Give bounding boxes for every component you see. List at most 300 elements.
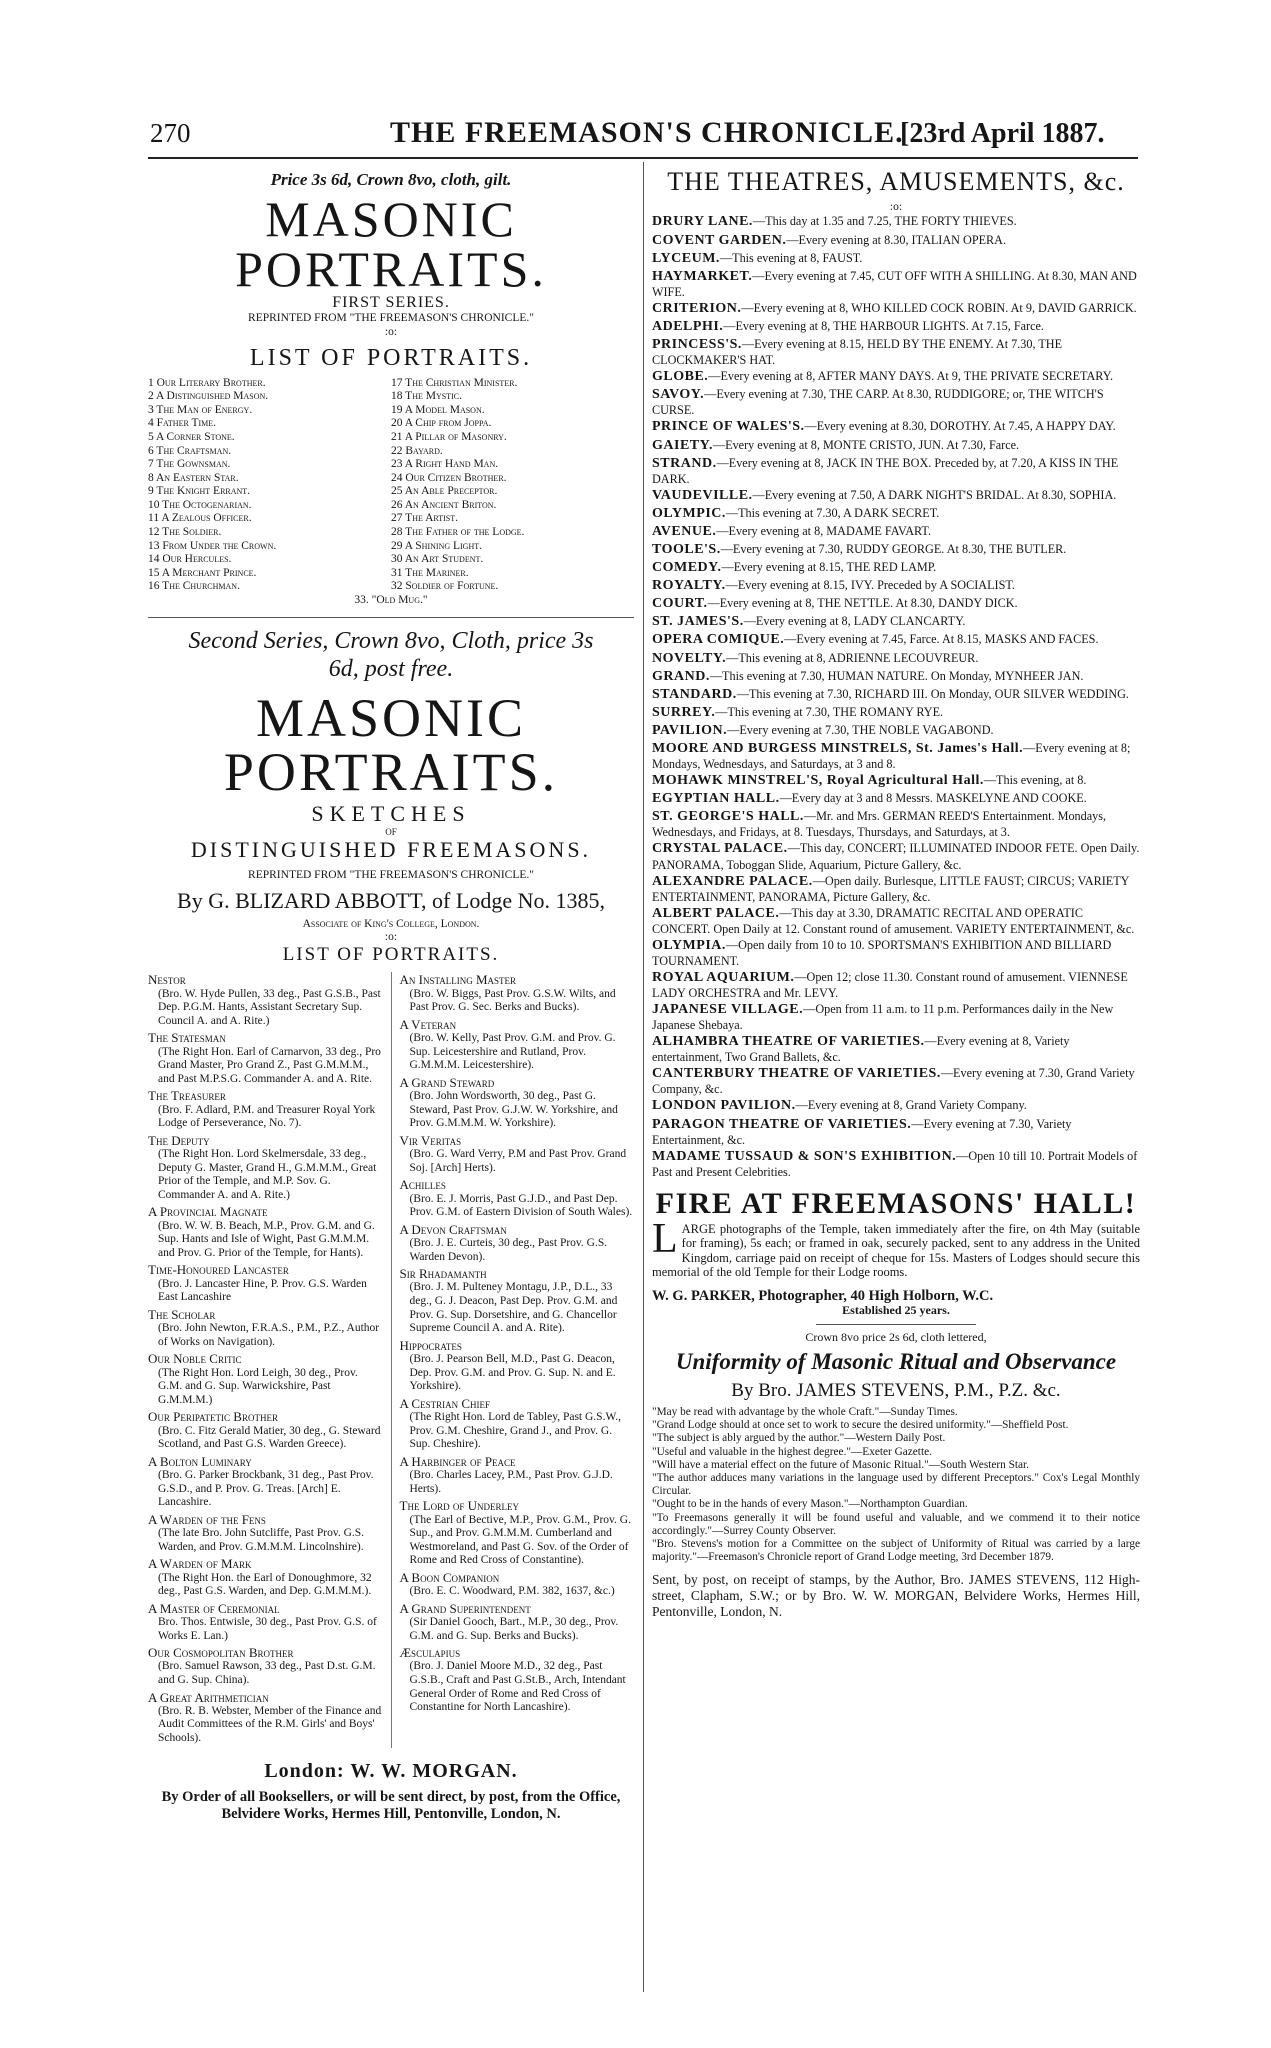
theatre-details: —Open from 11 a.m. to 11 p.m. Performances daily in the New Japanese Shebaya. (652, 1002, 1114, 1033)
theatre-listing (652, 214, 1140, 230)
theatre-name: MOORE AND BURGESS MINSTRELS, St. James's Hall. (652, 741, 1024, 757)
portrait-item: 9 The Knight Errant. (148, 485, 251, 498)
portrait-item: 20 A Chip from Joppa. (391, 417, 492, 430)
theatre-listing (652, 1066, 1140, 1096)
portrait-item: 23 A Right Hand Man. (391, 458, 499, 471)
theatre-name: SURREY. (652, 704, 716, 720)
theatre-name: ROYAL AQUARIUM. (652, 969, 795, 985)
portrait-entry (148, 1601, 383, 1643)
portrait-entry-title: Our Noble Critic (148, 1351, 242, 1367)
portrait-entry-title: A Harbinger of Peace (399, 1453, 516, 1469)
theatre-listing (652, 506, 1140, 522)
portrait-entry-detail: (Bro. W. Hyde Pullen, 33 deg., Past G.S.B., Past Dep. P.G.M. Hants, Assistant Secretary Sup. Council A. and A. Rite.) (158, 987, 381, 1027)
portrait-entry-title: Nestor (148, 972, 186, 988)
portrait-entry-title: The Treasurer (148, 1088, 226, 1104)
theatre-name: ST. GEORGE'S HALL. (652, 809, 804, 825)
portrait-entry (148, 1512, 383, 1554)
portrait-entry-detail: Bro. Thos. Entwisle, 30 deg., Past Prov. G.S. of Works E. Lan.) (158, 1615, 377, 1642)
portrait-entry-title: Time-Honoured Lancaster (148, 1262, 289, 1278)
portrait-entry-detail: (The Right Hon. Lord Skelmersdale, 33 deg., Deputy G. Master, Grand H., G.M.M.M., Great Prior of the Temple, and M.P. Sov. G. Commander A. and A. Rite.) (158, 1148, 377, 1201)
left-column (148, 170, 634, 1824)
portrait-entry-title: An Installing Master (399, 972, 517, 988)
author-line: By G. BLIZARD ABBOTT, of Lodge No. 1385, (177, 888, 605, 914)
portrait-entry (400, 1266, 635, 1336)
theatre-listing (652, 578, 1140, 594)
theatre-list (652, 214, 1140, 1178)
theatre-name: OLYMPIC. (652, 505, 726, 521)
portrait-item: 28 The Father of the Lodge. (391, 525, 525, 538)
portrait-entry-title: A Devon Craftsman (399, 1221, 507, 1237)
page-number: 270 (150, 118, 191, 148)
portrait-entry-title: Our Peripatetic Brother (148, 1409, 278, 1425)
theatre-name: AVENUE. (652, 523, 717, 539)
theatre-listing (652, 456, 1140, 486)
portrait-entry-title: A Great Arithmetician (148, 1689, 269, 1705)
sent-by-post: Sent, by post, on receipt of stamps, by the Author, Bro. JAMES STEVENS, 112 High-street, Clapham, S.W.; or by Bro. W. W. MORGAN, Belvidere Works, Hermes Hill, Pentonville, London, N. (652, 1572, 1140, 1619)
portrait-list-1 (148, 377, 634, 594)
theatre-details: —This evening at 7.30, HUMAN NATURE. On Monday, MYNHEER JAN. (709, 668, 1084, 683)
portrait-item: 16 The Churchman. (148, 580, 240, 593)
review-quote: "May be read with advantage by the whole Craft."—Sunday Times. (652, 1405, 958, 1418)
portrait-entry-title: Our Cosmopolitan Brother (148, 1645, 294, 1661)
portrait-entry-detail: (Sir Daniel Gooch, Bart., M.P., 30 deg., Prov. G.M. and G. Sup. Berks and Bucks). (409, 1615, 619, 1642)
portrait-entry-title: Achilles (399, 1177, 446, 1193)
portrait-entry-title: A Veteran (399, 1016, 457, 1032)
theatre-name: TOOLE'S. (652, 542, 721, 558)
theatre-listing (652, 874, 1140, 904)
portrait-item: 30 An Art Student. (391, 553, 484, 566)
theatre-details: —This day at 3.30, DRAMATIC RECITAL AND OPERATIC CONCERT. Open Daily at 12. Constant round of amusement. VARIETY ENTERTAINMENT, &c. (652, 905, 1135, 936)
portrait-entry-title: Vir Veritas (399, 1132, 462, 1148)
portrait-entry-detail: (Bro. J. Pearson Bell, M.D., Past G. Deacon, Dep. Prov. G.M. and Prov. G. Sup. N. and E. Yorkshire). (409, 1353, 616, 1393)
portrait-entry-title: A Master of Ceremonial (148, 1600, 280, 1616)
portrait-entry (400, 1570, 635, 1599)
theatre-details: —Every evening at 8.30, DOROTHY. At 7.45, A HAPPY DAY. (804, 419, 1116, 434)
theatre-details: —This evening at 8, ADRIENNE LECOUVREUR. (726, 650, 979, 665)
portrait-entry-detail: (Bro. J. Daniel Moore M.D., 32 deg., Past G.S.B., Craft and Past G.St.B., Arch, Intendant General Order of Rome and Red Cross of Constantine for North Lancashire). (409, 1660, 626, 1714)
portrait-item: 12 The Soldier. (148, 525, 222, 538)
portrait-item: 29 A Shining Light. (391, 539, 482, 552)
portrait-entry (400, 1222, 635, 1264)
theatre-listing (652, 319, 1140, 335)
portrait-entry (148, 1030, 383, 1086)
portrait-entry-title: The Statesman (148, 1030, 226, 1046)
theatre-details: —Every evening at 8, Grand Variety Company. (795, 1098, 1027, 1113)
column-divider (643, 162, 644, 1992)
portrait-item: 7 The Gownsman. (148, 458, 231, 471)
of-label: OF (385, 826, 397, 837)
review-quote: "The subject is ably argued by the author."—Western Daily Post. (652, 1432, 946, 1445)
portrait-entry-title: The Scholar (148, 1306, 216, 1322)
portrait-item: 21 A Pillar of Masonry. (391, 431, 507, 443)
right-column (652, 165, 1140, 1619)
portrait-entry-detail: (Bro. E. J. Morris, Past G.J.D., and Past Dep. Prov. G.M. of Eastern Division of South Wales). (409, 1192, 633, 1219)
theatre-listing (652, 773, 1140, 789)
theatre-name: ALEXANDRE PALACE. (652, 873, 813, 889)
theatre-listing (652, 301, 1140, 317)
theatre-listing (652, 1098, 1140, 1114)
distinguished-freemasons: DISTINGUISHED FREEMASONS. (190, 837, 592, 863)
portrait-entry-title: Sir Rhadamanth (399, 1266, 487, 1282)
theatre-name: SAVOY. (652, 387, 705, 403)
theatre-details: —Every evening at 8, MONTE CRISTO, JUN. At 7.30, Farce. (712, 437, 1020, 452)
established: Established 25 years. (842, 1303, 950, 1318)
portrait-item: 15 A Merchant Prince. (148, 566, 257, 579)
portrait-entry (148, 1262, 383, 1304)
theatre-name: MOHAWK MINSTREL'S, Royal Agricultural Hall. (652, 773, 984, 789)
portrait-list-1-right (391, 377, 634, 594)
theatre-details: —Every evening at 7.30, RUDDY GEORGE. At 8.30, THE BUTLER. (720, 542, 1067, 557)
theatre-listing (652, 705, 1140, 721)
sketches: SKETCHES (311, 801, 471, 827)
theatre-name: GLOBE. (652, 369, 709, 385)
theatre-details: —Every evening at 8, LADY CLANCARTY. (743, 614, 966, 629)
portrait-entry (400, 1177, 635, 1219)
theatre-details: —Open daily. Burlesque, LITTLE FAUST; CIRCUS; VARIETY ENTERTAINMENT, PANORAMA, Picture Gallery, &c. (652, 873, 1129, 904)
review-quote: "Will have a material effect on the future of Masonic Ritual."—South Western Star. (652, 1458, 1029, 1471)
portrait-list-2 (148, 972, 634, 1747)
portrait-item: 25 An Able Preceptor. (391, 485, 498, 498)
portrait-entry (400, 1075, 635, 1131)
theatre-details: —Open 12; close 11.30. Constant round of amusement. VIENNESE LADY ORCHESTRA and Mr. LEVY. (652, 969, 1128, 1001)
masonic-portraits-title-1: MASONIC PORTRAITS. (235, 190, 547, 297)
theatre-details: —This day, CONCERT; ILLUMINATED INDOOR FETE. Open Daily. PANORAMA, Toboggan Slide, Aquarium, Picture Gallery, &c. (652, 841, 1140, 872)
page-header (0, 100, 1271, 160)
crown-price: Crown 8vo price 2s 6d, cloth lettered, (805, 1330, 987, 1345)
portrait-list-2-right (392, 972, 635, 1747)
portrait-entry-title: Æsculapius (399, 1645, 461, 1661)
theatre-name: JAPANESE VILLAGE. (652, 1002, 804, 1018)
portrait-entry (148, 1088, 383, 1130)
portrait-entry (400, 1133, 635, 1175)
theatre-listing (652, 632, 1140, 648)
theatre-listing (652, 906, 1140, 936)
journal-title: THE FREEMASON'S CHRONICLE. (390, 116, 904, 149)
review-quote: "To Freemasons generally it will be found useful and valuable, and we commend it to their notice accordingly."—Surrey County Observer. (652, 1511, 1140, 1537)
portrait-entry-title: A Grand Steward (399, 1074, 495, 1090)
theatre-name: NOVELTY. (652, 650, 727, 666)
portrait-item: 27 The Artist. (391, 512, 459, 525)
theatre-details: —Every evening at 8, Variety entertainment, Two Grand Ballets, &c. (652, 1034, 1070, 1065)
theatres-separator: :o: (889, 201, 903, 214)
theatre-details: —This evening at 8, FAUST. (719, 250, 863, 265)
first-series: FIRST SERIES. (332, 293, 450, 311)
theatre-listing (652, 1034, 1140, 1064)
theatre-name: CRYSTAL PALACE. (652, 841, 788, 857)
footer-order-note: By Order of all Booksellers, or will be sent direct, by post, from the Office, Belvidere Works, Hermes Hill, Pentonville, London, N. (161, 1788, 621, 1823)
london-publisher: London: W. W. MORGAN. (264, 1759, 518, 1782)
portrait-list-1-left (148, 377, 391, 594)
list-heading-1: LIST OF PORTRAITS. (249, 344, 533, 371)
portrait-entry (148, 972, 383, 1028)
review-quote: "Ought to be in the hands of every Mason."—Northampton Guardian. (652, 1498, 968, 1511)
portrait-entry-detail: (Bro. W. Biggs, Past Prov. G.S.W. Wilts, and Past Prov. G. Sec. Berks and Bucks). (409, 987, 616, 1014)
portrait-item: 8 An Eastern Star. (148, 471, 239, 484)
portrait-entry-detail: (Bro. John Newton, F.R.A.S., P.M., P.Z., Author of Works on Navigation). (158, 1322, 380, 1348)
portrait-entry-detail: (The Right Hon. Lord de Tabley, Past G.S.W., Prov. G.M. Cheshire, Grand J., and Prov. G. Sup. Cheshire). (409, 1411, 621, 1451)
theatre-details: —This evening at 7.30, THE ROMANY RYE. (715, 704, 944, 719)
theatre-details: —Every evening at 8, WHO KILLED COCK ROBIN. At 9, DAVID GARRICK. (741, 300, 1137, 315)
fire-heading: FIRE AT FREEMASONS' HALL! (655, 1186, 1137, 1220)
review-quote: "Useful and valuable in the highest degree."—Exeter Gazette. (652, 1445, 932, 1458)
theatre-name: ROYALTY. (652, 578, 726, 594)
theatre-details: —Every evening at 7.45, CUT OFF WITH A SHILLING. At 8.30, MAN AND WIFE. (652, 268, 1137, 299)
theatre-listing (652, 938, 1140, 968)
theatre-listing (652, 1117, 1140, 1147)
portrait-entry-title: A Grand Superintendent (399, 1600, 531, 1616)
portrait-list-2-left (148, 972, 392, 1747)
portrait-item: 17 The Christian Minister. (391, 376, 518, 389)
portrait-entry (400, 1601, 635, 1643)
theatre-name: ST. JAMES'S. (652, 614, 744, 630)
theatre-name: LONDON PAVILION. (652, 1098, 796, 1114)
portrait-item: 14 Our Hercules. (148, 553, 232, 566)
theatre-name: VAUDEVILLE. (652, 487, 753, 503)
portrait-entry-detail: (Bro. W. W. B. Beach, M.P., Prov. G.M. and G. Sup. Hants and Isle of Wight, Past G.M.M.M. and Prov. G. Prior of the Temple, for Hants). (158, 1219, 375, 1259)
theatre-name: PARAGON THEATRE OF VARIETIES. (652, 1116, 912, 1132)
header-rule (148, 157, 1138, 159)
theatre-details: —Every evening at 8, MADAME FAVART. (716, 523, 931, 538)
portrait-entry-detail: (Bro. G. Parker Brockbank, 31 deg., Past Prov. G.S.D., and P. Prov. G. Treas. [Arch] E. Lancashire. (158, 1469, 374, 1509)
theatre-details: —Every evening at 7.45, Farce. At 8.15, MASKS AND FACES. (784, 632, 1099, 647)
theatre-listing (652, 337, 1140, 367)
portrait-item: 3 The Man of Energy. (148, 403, 253, 416)
theatre-listing (652, 419, 1140, 435)
fire-advert (652, 1215, 1140, 1280)
theatre-listing (652, 596, 1140, 612)
theatre-details: —Every evening at 7.30, Variety Entertainment, &c. (652, 1116, 1072, 1147)
theatre-name: LYCEUM. (652, 250, 720, 266)
portrait-item: 4 Father Time. (148, 417, 217, 430)
theatre-details: —Every evening at 8.15, IVY. Preceded by A SOCIALIST. (725, 578, 1015, 593)
portrait-entry (148, 1645, 383, 1687)
portrait-entry-detail: (Bro. Charles Lacey, P.M., Past Prov. G.J.D. Herts). (409, 1469, 613, 1495)
theatre-name: EGYPTIAN HALL. (652, 791, 780, 807)
review-quote: "Bro. Stevens's motion for a Committee on the subject of Uniformity of Ritual was carried by a large majority."—Freemason's Chronicle report of Grand Lodge meeting, 3rd December 1879. (652, 1537, 1140, 1564)
portrait-entry-title: A Warden of Mark (148, 1556, 252, 1572)
portrait-entry-title: A Cestrian Chief (399, 1395, 491, 1411)
portrait-entry-detail: (The Right Hon. Lord Leigh, 30 deg., Prov. G.M. and G. Sup. Warwickshire, Past G.M.M.M.) (158, 1366, 358, 1406)
theatre-details: —This day at 1.35 and 7.25, THE FORTY THIEVES. (752, 214, 1017, 229)
theatre-details: —This evening at 7.30, A DARK SECRET. (725, 505, 940, 520)
portrait-entry (148, 1133, 383, 1203)
separator-2: :o: (384, 930, 398, 943)
portrait-item: 26 An Ancient Briton. (391, 498, 497, 511)
theatre-details: —Every evening at 8, THE HARBOUR LIGHTS. At 7.15, Farce. (723, 318, 1044, 333)
portrait-entry (148, 1556, 383, 1598)
theatre-details: —Every evening at 8.30, ITALIAN OPERA. (786, 232, 1007, 247)
portrait-entry (400, 1645, 635, 1715)
portrait-entry (148, 1204, 383, 1260)
theatre-name: ADELPHI. (652, 318, 724, 334)
theatre-name: PRINCE OF WALES'S. (652, 419, 805, 435)
theatre-name: STANDARD. (652, 686, 737, 702)
theatre-details: —Every evening at 7.50, A DARK NIGHT'S BRIDAL. At 8.30, SOPHIA. (752, 487, 1117, 502)
portrait-entry-title: A Boon Companion (399, 1569, 500, 1585)
fire-text: ARGE photographs of the Temple, taken immediately after the fire, on 4th May (suitable for framing), 5s each; or framed in oak, securely packed, sent to any address in the United Kingdom, carriage paid on receipt of cheque for 15s. Masters of Lodges should secure this memorial of the old Temple for their Lodge rooms. (652, 1221, 1140, 1280)
theatre-details: —Open daily from 10 to 10. SPORTSMAN'S EXHIBITION AND BILLIARD TOURNAMENT. (652, 937, 1112, 968)
theatre-listing (652, 809, 1140, 839)
theatre-listing (652, 438, 1140, 454)
theatre-name: COVENT GARDEN. (652, 232, 787, 248)
theatre-listing (652, 723, 1140, 739)
parker-photographer: W. G. PARKER, Photographer, 40 High Holborn, W.C. (652, 1287, 994, 1304)
portrait-entry-detail: (Bro. John Wordsworth, 30 deg., Past G. Steward, Past Prov. G.J.W. W. Yorkshire, and Prov. G.M.M.M. W. Yorkshire). (409, 1090, 618, 1130)
theatre-listing (652, 791, 1140, 807)
portrait-33: 33. "Old Mug." (354, 593, 428, 606)
theatre-details: —Every evening at 7.30, THE CARP. At 8.30, RUDDIGORE; or, THE WITCH'S CURSE. (652, 387, 1104, 418)
portrait-entry (400, 1498, 635, 1568)
theatre-details: —Mr. and Mrs. GERMAN REED'S Entertainment. Mondays, Wednesdays, and Fridays, at 8. Tuesdays, Thursdays, and Saturdays, at 3. (652, 809, 1107, 840)
theatre-details: —Every evening at 7.30, THE NOBLE VAGABOND. (727, 722, 994, 737)
theatre-name: HAYMARKET. (652, 268, 753, 284)
portrait-item: 32 Soldier of Fortune. (391, 580, 499, 593)
theatre-listing (652, 1002, 1140, 1032)
theatre-name: COMEDY. (652, 560, 722, 576)
theatre-name: PAVILION. (652, 722, 728, 738)
portrait-item: 6 The Craftsman. (148, 444, 232, 457)
theatre-name: ALHAMBRA THEATRE OF VARIETIES. (652, 1034, 925, 1050)
portrait-entry-detail: (Bro. C. Fitz Gerald Matier, 30 deg., G. Steward Scotland, and Past G.S. Warden Greece). (158, 1424, 381, 1451)
theatre-name: CRITERION. (652, 300, 742, 316)
portrait-item: 11 A Zealous Officer. (148, 512, 252, 525)
portrait-entry-detail: (Bro. J. E. Curteis, 30 deg., Past Prov. G.S. Warden Devon). (409, 1236, 608, 1263)
theatre-listing (652, 488, 1140, 504)
portrait-entry-detail: (The Right Hon. the Earl of Donoughmore, 32 deg., Past G.S. Warden, and Dep. G.M.M.M.). (158, 1571, 372, 1598)
portrait-entry-title: The Deputy (148, 1132, 210, 1148)
theatre-listing (652, 233, 1140, 249)
portrait-entry-title: A Bolton Luminary (148, 1453, 252, 1469)
portrait-item: 19 A Model Mason. (391, 403, 485, 416)
review-quote: "Grand Lodge should at once set to work to secure the desired uniformity."—Sheffield Post. (652, 1419, 1069, 1432)
theatre-listing (652, 970, 1140, 1000)
theatre-details: —Every evening at 8, AFTER MANY DAYS. At 9, THE PRIVATE SECRETARY. (708, 369, 1114, 384)
theatre-listing (652, 542, 1140, 558)
portrait-item: 18 The Mystic. (391, 390, 462, 403)
theatre-details: —Every evening at 8.15, HELD BY THE ENEMY. At 7.30, THE CLOCKMAKER'S HAT. (652, 337, 1063, 368)
portrait-entry (400, 972, 635, 1014)
portrait-entry (400, 1454, 635, 1496)
portrait-item: 13 From Under the Crown. (148, 539, 277, 552)
theatre-name: ALBERT PALACE. (652, 905, 780, 921)
separator-1: :o: (384, 325, 398, 338)
portrait-entry-detail: (Bro. J. Lancaster Hine, P. Prov. G.S. Warden East Lancashire (158, 1277, 367, 1304)
theatre-listing (652, 669, 1140, 685)
theatre-listing (652, 387, 1140, 417)
portrait-item: 31 The Mariner. (391, 566, 469, 579)
review-quotes (652, 1406, 1140, 1564)
masonic-portraits-title-2: MASONIC PORTRAITS. (223, 688, 559, 803)
theatre-details: —Every evening at 8; Mondays, Wednesdays, and Saturdays, at 3 and 8. (652, 741, 1131, 772)
portrait-entry (400, 1396, 635, 1452)
portrait-item: 24 Our Citizen Brother. (391, 471, 507, 484)
portrait-entry-title: The Lord of Underley (399, 1498, 520, 1514)
portrait-entry-detail: (The Right Hon. Earl of Carnarvon, 33 deg., Pro Grand Master, Pro Grand Z., Past G.M.M.M., and Past M.P.S.G. Commander A. and A. Rite. (158, 1045, 381, 1085)
theatre-name: GAIETY. (652, 437, 713, 453)
portrait-entry (400, 1017, 635, 1073)
theatre-name: GRAND. (652, 668, 710, 684)
portrait-entry-title: A Warden of the Fens (148, 1511, 266, 1527)
theatre-listing (652, 651, 1140, 667)
theatre-name: COURT. (652, 596, 708, 612)
portrait-item: 5 A Corner Stone. (148, 431, 235, 443)
portrait-entry-detail: (Bro. G. Ward Verry, P.M and Past Prov. Grand Soj. [Arch] Herts). (409, 1148, 627, 1174)
theatres-heading: THE THEATRES, AMUSEMENTS, &c. (667, 167, 1125, 196)
portrait-entry-detail: (Bro. E. C. Woodward, P.M. 382, 1637, &c.) (409, 1585, 615, 1598)
theatre-name: OLYMPIA. (652, 937, 726, 953)
price-line-1: Price 3s 6d, Crown 8vo, cloth, gilt. (270, 170, 512, 189)
theatre-name: PRINCESS'S. (652, 337, 742, 353)
theatre-listing (652, 251, 1140, 267)
theatre-listing (652, 741, 1140, 771)
list-heading-2: LIST OF PORTRAITS. (282, 944, 500, 966)
theatre-name: CANTERBURY THEATRE OF VARIETIES. (652, 1066, 941, 1082)
issue-date: [23rd April 1887. (900, 118, 1105, 149)
theatre-details: —Open 10 till 10. Portrait Models of Past and Present Celebrities. (652, 1148, 1138, 1179)
portrait-entry (148, 1690, 383, 1746)
theatre-details: —Every evening at 8, JACK IN THE BOX. Preceded by, at 7.20, A KISS IN THE DARK. (652, 455, 1119, 486)
portrait-entry (148, 1409, 383, 1451)
theatre-details: —Every day at 3 and 8 Messrs. MASKELYNE AND COOKE. (779, 791, 1087, 806)
portrait-entry-title: Hippocrates (399, 1337, 462, 1353)
portrait-entry-detail: (Bro. Samuel Rawson, 33 deg., Past D.st. G.M. and G. Sup. China). (158, 1660, 376, 1686)
theatre-listing (652, 269, 1140, 299)
portrait-item: 22 Bayard. (391, 444, 443, 457)
theatre-listing (652, 614, 1140, 630)
reprinted-note-2: REPRINTED FROM "THE FREEMASON'S CHRONICLE." (248, 868, 534, 881)
second-series-note: Second Series, Crown 8vo, Cloth, price 3s 6d, post free. (188, 628, 594, 682)
review-quote: "The author adduces many variations in the language used by different Preceptors." Cox's Legal Monthly Circular. (652, 1471, 1140, 1498)
theatre-name: DRURY LANE. (652, 214, 753, 230)
theatre-listing (652, 369, 1140, 385)
theatre-listing (652, 841, 1140, 871)
short-rule (816, 1324, 976, 1325)
theatre-details: —This evening, at 8. (983, 773, 1087, 788)
associate-line: Associate of King's College, London. (302, 917, 480, 930)
portrait-entry-title: A Provincial Magnate (148, 1204, 268, 1220)
theatre-details: —This evening at 7.30, RICHARD III. On Monday, OUR SILVER WEDDING. (736, 686, 1129, 701)
uniformity-title: Uniformity of Masonic Ritual and Observance (675, 1349, 1117, 1375)
portrait-item: 1 Our Literary Brother. (148, 376, 266, 389)
theatre-name: MADAME TUSSAUD & SON'S EXHIBITION. (652, 1148, 957, 1164)
theatre-details: —Every evening at 8.15, THE RED LAMP. (721, 560, 937, 575)
portrait-entry-detail: (Bro. W. Kelly, Past Prov. G.M. and Prov. G. Sup. Leicestershire and Rutland, Prov. G.M.M.M. Leicestershire). (409, 1032, 616, 1072)
theatre-listing (652, 1149, 1140, 1179)
portrait-entry-detail: (Bro. R. B. Webster, Member of the Finance and Audit Committees of the R.M. Girls' and Boys' Schools). (158, 1704, 382, 1744)
portrait-item: 10 The Octogenarian. (148, 498, 252, 511)
theatre-details: —Every evening at 8, THE NETTLE. At 8.30, DANDY DICK. (707, 596, 1018, 611)
portrait-item: 2 A Distinguished Mason. (148, 390, 269, 403)
uniformity-author: By Bro. JAMES STEVENS, P.M., P.Z. &c. (731, 1379, 1061, 1401)
theatre-listing (652, 687, 1140, 703)
theatre-name: STRAND. (652, 455, 717, 471)
portrait-entry-detail: (The late Bro. John Sutcliffe, Past Prov. G.S. Warden, and Prov. G.M.M.M. Lincolnshire). (158, 1527, 365, 1553)
theatre-listing (652, 524, 1140, 540)
portrait-entry (148, 1454, 383, 1510)
section-rule (148, 617, 634, 618)
reprinted-note-1: REPRINTED FROM "THE FREEMASON'S CHRONICLE." (248, 312, 534, 325)
portrait-entry-detail: (Bro. J. M. Pulteney Montagu, J.P., D.L., 33 deg., G. J. Deacon, Past Dep. Prov. G.M. and Prov. G. Sup. Dorsetshire, and G. Chancellor Supreme Council A. and A. Rite). (409, 1281, 618, 1335)
portrait-entry-detail: (Bro. F. Adlard, P.M. and Treasurer Royal York Lodge of Perseverance, No. 7). (158, 1103, 376, 1130)
portrait-entry (148, 1351, 383, 1407)
portrait-entry-detail: (The Earl of Bective, M.P., Prov. G.M., Prov. G. Sup., and Prov. G.M.M.M. Cumberland and Westmoreland, and Past G. Sov. of the Order of Rome and Red Cross of Constantine). (409, 1513, 631, 1567)
theatre-name: OPERA COMIQUE. (652, 632, 785, 648)
theatre-details: —Every evening at 7.30, Grand Variety Company, &c. (652, 1066, 1135, 1097)
fire-drop-cap: L (652, 1215, 678, 1262)
theatre-listing (652, 560, 1140, 576)
portrait-entry (400, 1338, 635, 1394)
portrait-entry (148, 1307, 383, 1349)
